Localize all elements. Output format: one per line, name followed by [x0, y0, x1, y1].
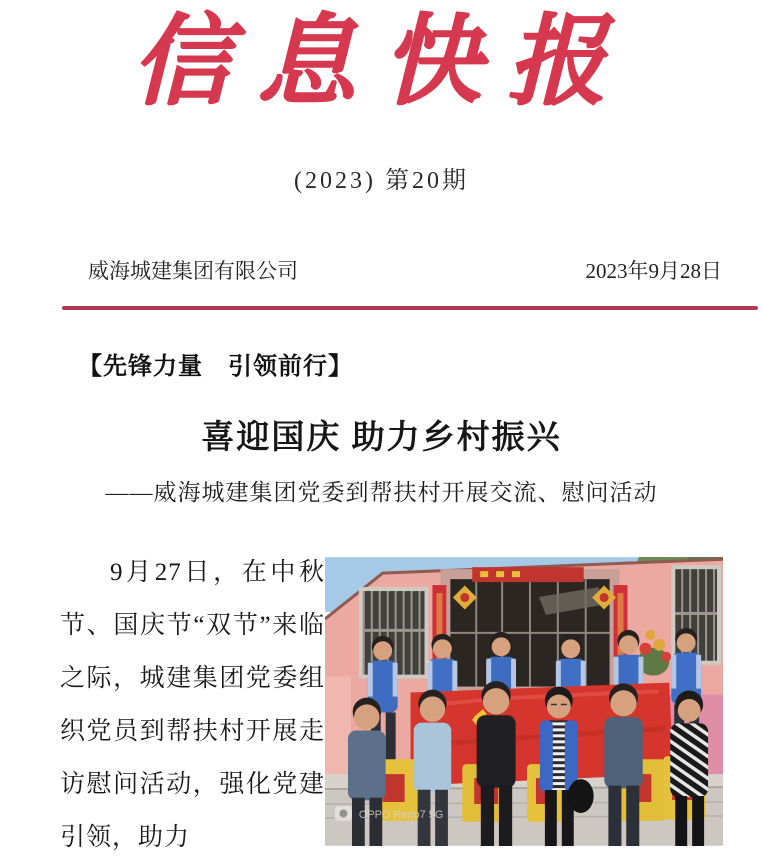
masthead-title: 信息快报: [131, 3, 632, 119]
red-divider-rule: [62, 306, 758, 310]
article-photo: [325, 557, 723, 846]
publication-date: 2023年9月28日: [585, 259, 722, 283]
watermark-text: OPPO Reno7 5G: [358, 808, 444, 821]
article-body: 9月27日，在中秋节、国庆节“双节”来临之际，城建集团党委组织党员到帮扶村开展走访慰问活动，强化党建引领，助力: [60, 559, 325, 851]
pillar: [325, 677, 351, 788]
meta-row: [88, 255, 722, 285]
article-content: [60, 546, 723, 864]
camera-watermark: [335, 806, 443, 821]
organization-name: 威海城建集团有限公司: [88, 259, 298, 283]
group-photo-illustration: [325, 557, 723, 846]
article-title: 喜迎国庆 助力乡村振兴: [201, 420, 562, 456]
section-tag: 【先锋力量 引领前行】: [78, 353, 353, 380]
door-banner: [472, 567, 583, 582]
black-bag: [568, 779, 594, 813]
issue-line: (2023) 第20期: [294, 168, 469, 194]
article-subtitle: ——威海城建集团党委到帮扶村开展交流、慰问活动: [105, 480, 658, 505]
camera-icon: [339, 809, 347, 817]
masthead: [0, 2, 763, 120]
